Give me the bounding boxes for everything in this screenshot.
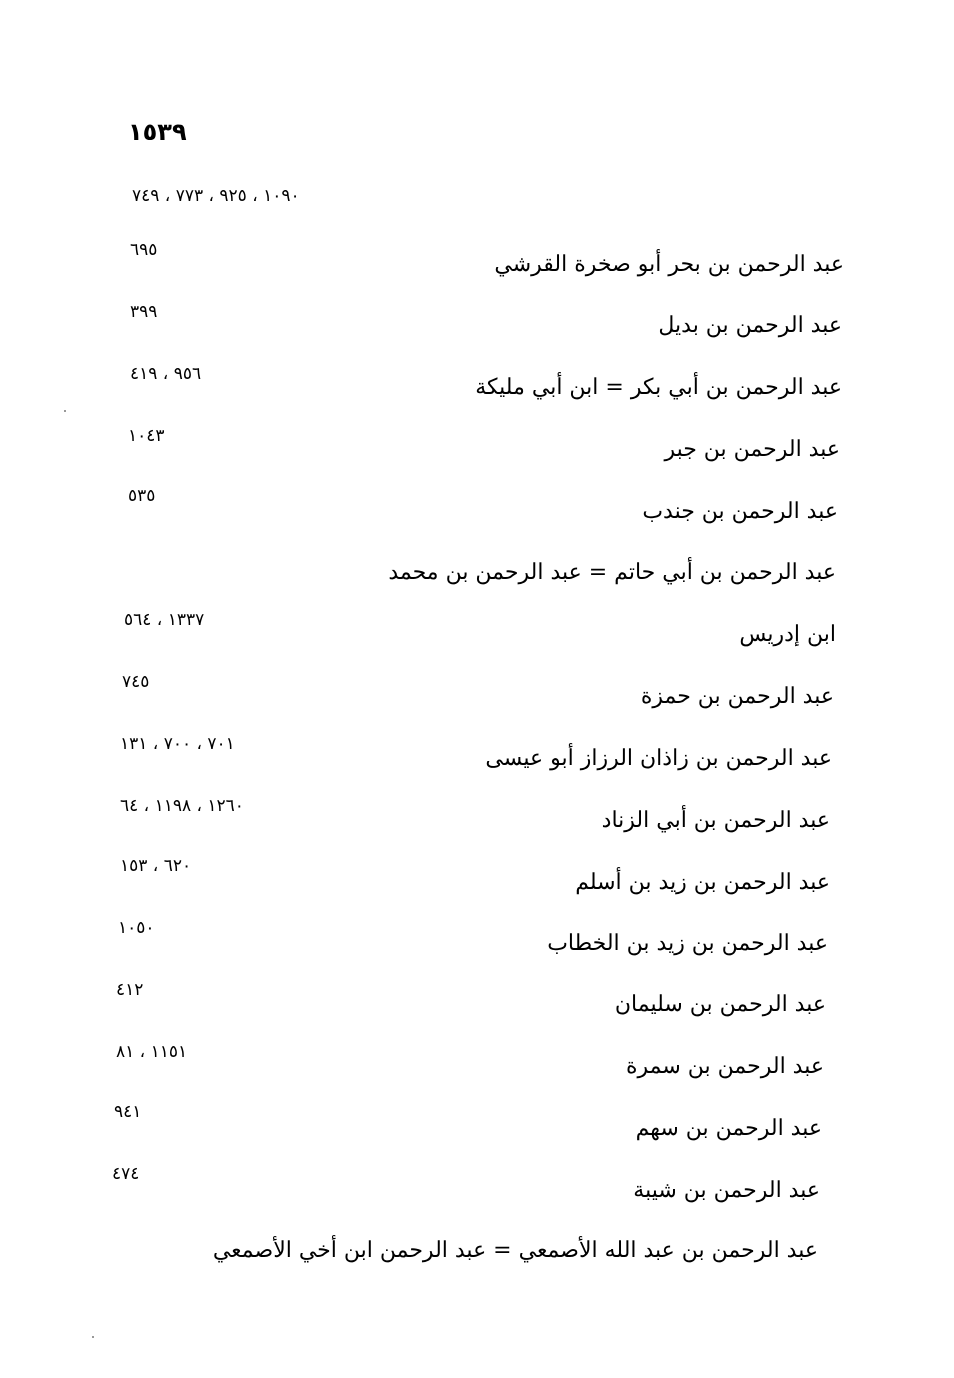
entry-refs: ٥٣٥: [128, 486, 156, 506]
entry-refs: ٦٢٠ ، ١٥٣: [120, 856, 192, 876]
entry-refs: ٧٠١ ، ٧٠٠ ، ١٣١: [120, 734, 235, 754]
entry-refs: ١٢٦٠ ، ١١٩٨ ، ٦٤: [120, 796, 244, 816]
entry-refs: ١١٥١ ، ٨١: [116, 1042, 188, 1062]
entry-name: عبد الرحمن بن زاذان الرزاز أبو عيسى: [485, 746, 832, 771]
entry-name: عبد الرحمن بن أبي بكر = ابن أبي مليكة: [475, 375, 842, 400]
entry-refs: ٩٥٦ ، ٤١٩: [130, 364, 202, 384]
entry-name: عبد الرحمن بن أبي الزناد: [601, 808, 830, 833]
entry-refs: ٣٩٩: [130, 302, 158, 322]
entry-name: عبد الرحمن بن أبي حاتم = عبد الرحمن بن محمد: [388, 560, 836, 585]
entry-refs: ٤١٢: [116, 980, 144, 1000]
entry-name: عبد الرحمن بن بحر أبو صخرة القرشي: [494, 252, 844, 277]
entry-refs: ١٣٣٧ ، ٥٦٤: [124, 610, 205, 630]
entry-refs: ٧٤٥: [122, 672, 150, 692]
entry-refs: ١٠٤٣: [128, 426, 165, 446]
entry-refs: ١٠٥٠: [118, 918, 155, 938]
entry-refs: ٩٤١: [114, 1102, 142, 1122]
entry-name: عبد الرحمن بن سليمان: [614, 992, 826, 1017]
entry-name: عبد الرحمن بن حمزة: [640, 684, 834, 709]
entry-name: عبد الرحمن بن عبد الله الأصمعي = عبد الرحمن ابن أخي الأصمعي: [212, 1238, 818, 1263]
entry-name: عبد الرحمن بن بديل: [658, 313, 842, 338]
entry-name: عبد الرحمن بن زيد بن الخطاب: [547, 931, 828, 956]
entry-name: عبد الرحمن بن جندب: [642, 499, 838, 524]
entry-name: عبد الرحمن بن جبر: [664, 437, 840, 462]
scan-speck: [64, 410, 66, 412]
entry-refs: ٤٧٤: [112, 1164, 140, 1184]
entry-name: عبد الرحمن بن شيبة: [633, 1178, 820, 1203]
entry-name: عبد الرحمن بن زيد بن أسلم: [575, 870, 830, 895]
top-page-refs: ١٠٩٠ ، ٩٢٥ ، ٧٧٣ ، ٧٤٩: [132, 186, 300, 206]
page-number: ١٥٣٩: [128, 118, 187, 146]
scan-speck: [92, 1336, 94, 1338]
entry-name: عبد الرحمن بن سمرة: [626, 1054, 824, 1079]
entry-name: ابن إدريس: [739, 622, 836, 647]
entry-refs: ٦٩٥: [130, 240, 158, 260]
entry-name: عبد الرحمن بن سهم: [635, 1116, 822, 1141]
